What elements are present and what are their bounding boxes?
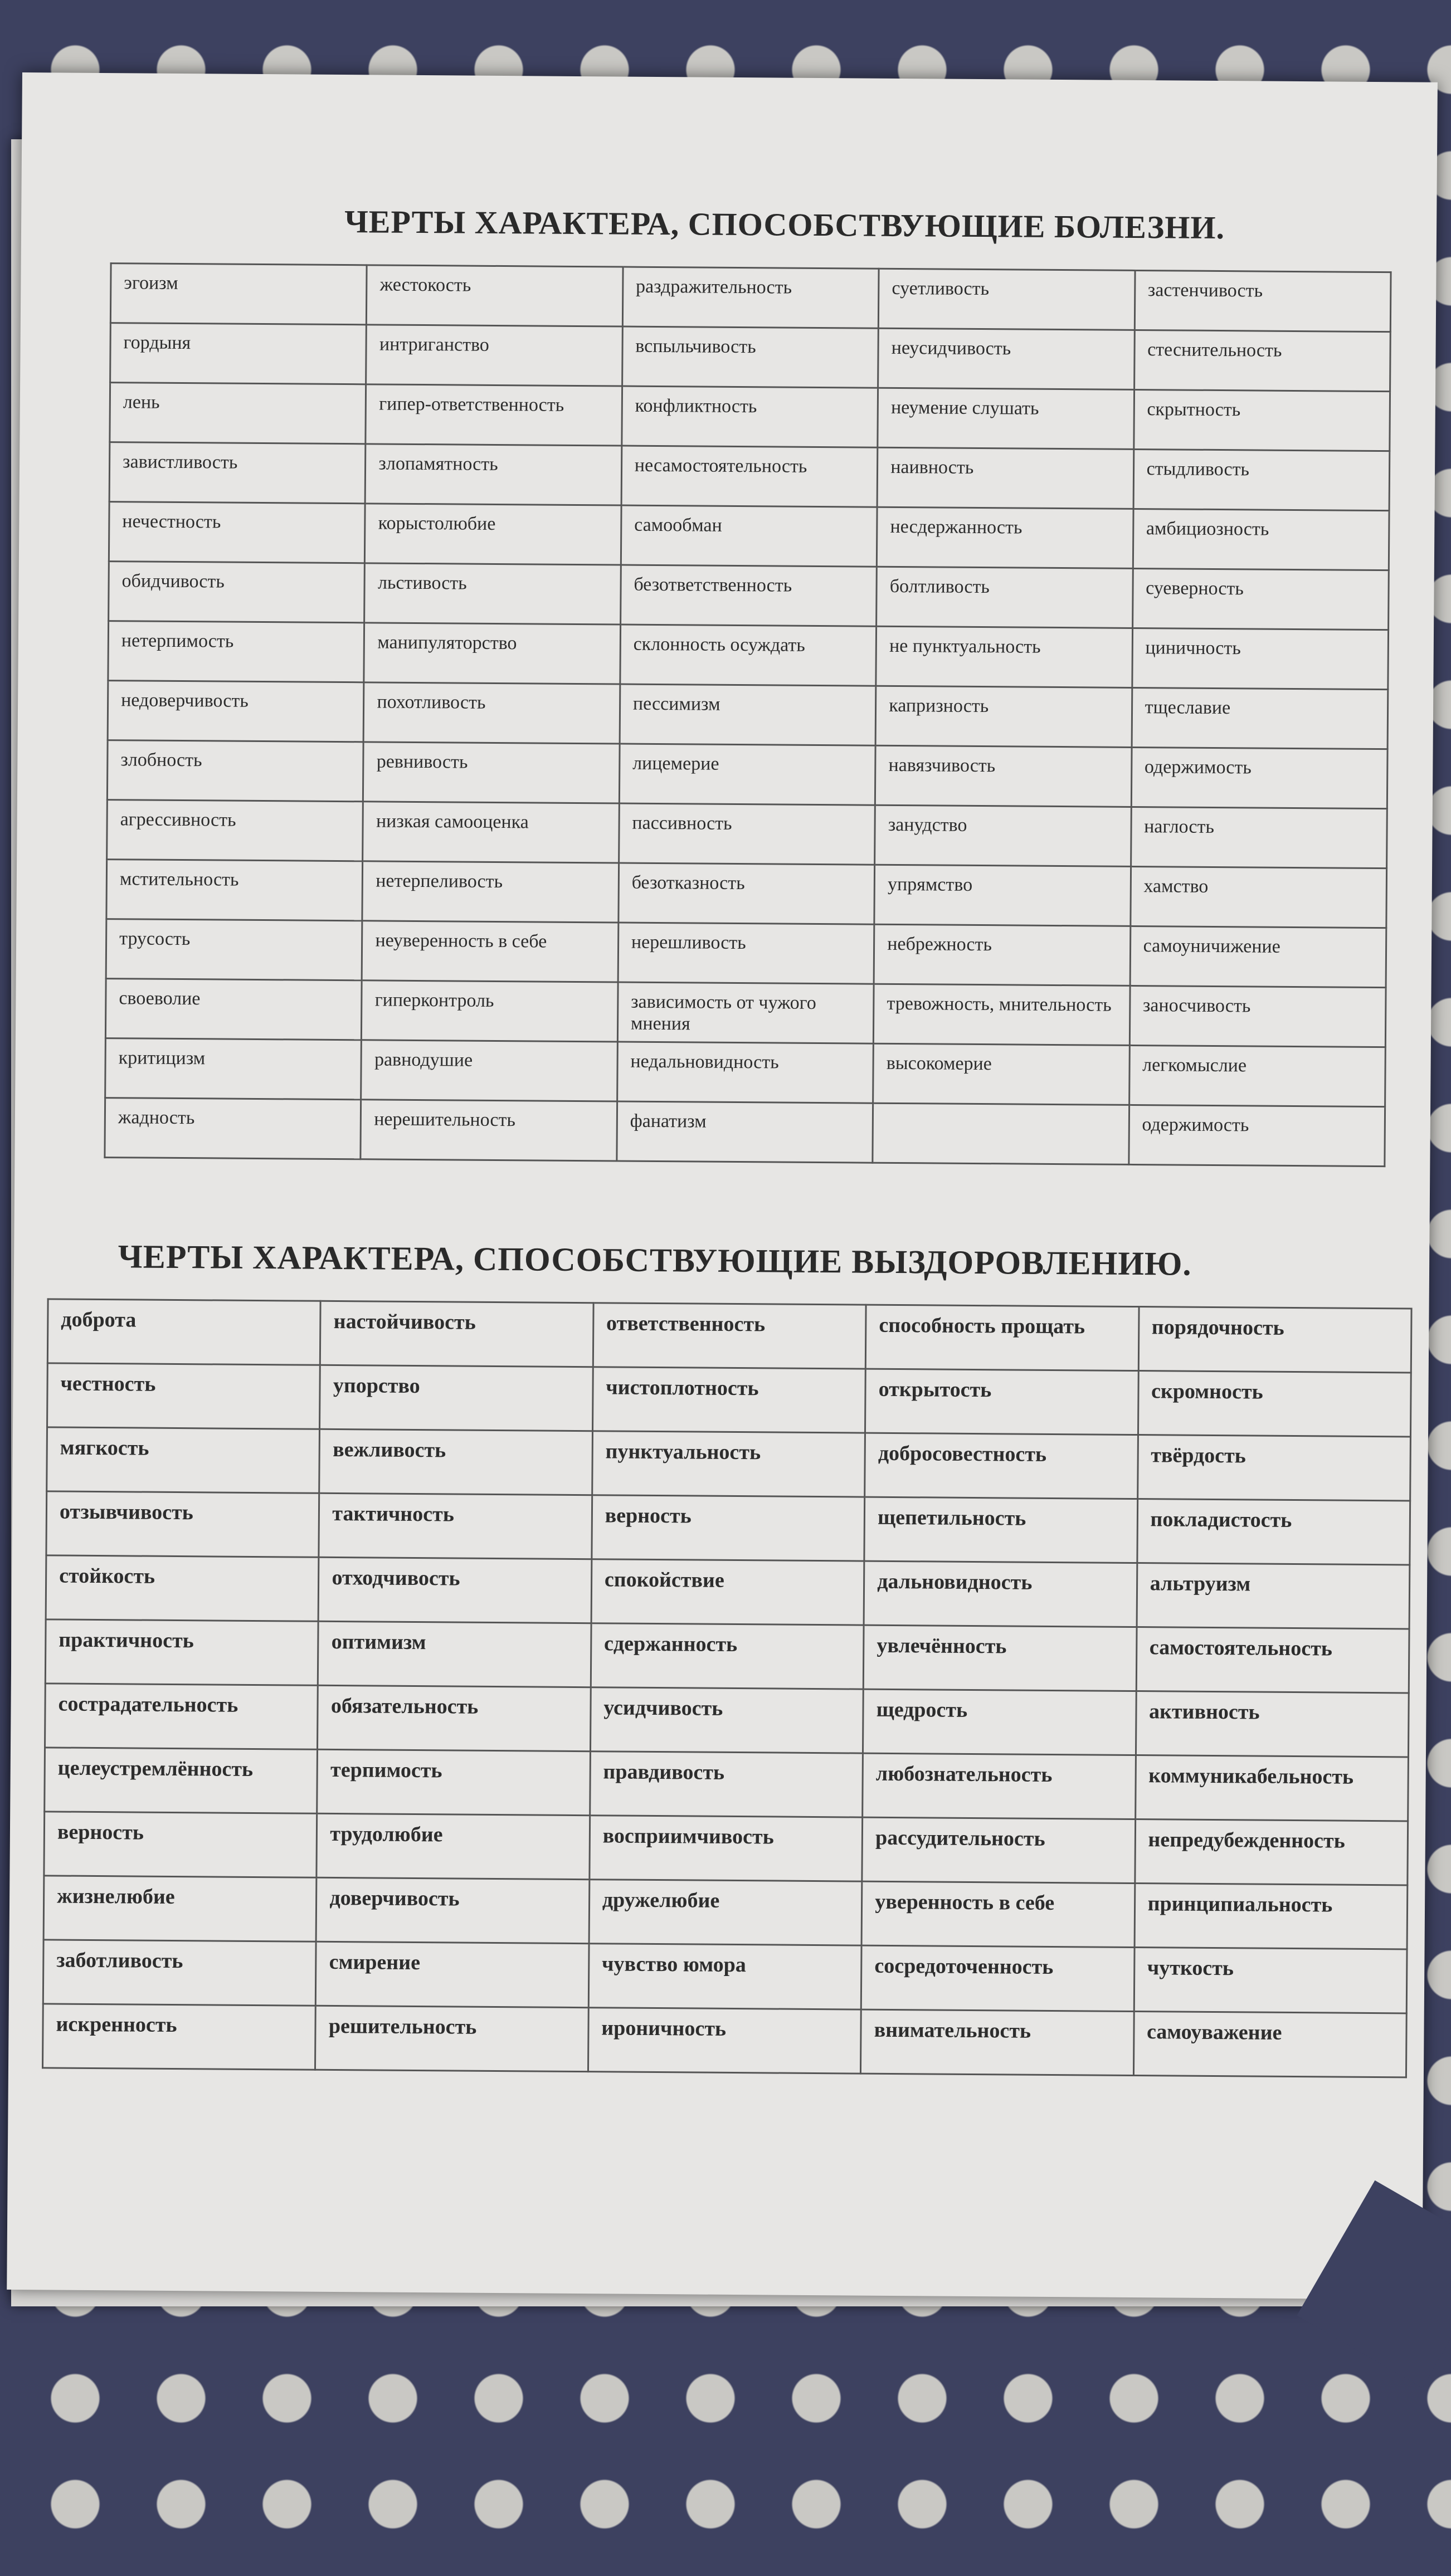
- table-cell: открытость: [865, 1369, 1138, 1435]
- table-cell: самоуничижение: [1130, 926, 1386, 987]
- table-cell: высокомерие: [873, 1043, 1129, 1105]
- table-cell: неусидчивость: [878, 328, 1134, 389]
- table-cell: настойчивость: [320, 1301, 593, 1367]
- table-cell: уверенность в себе: [861, 1881, 1134, 1947]
- table-cell: щедрость: [863, 1689, 1136, 1755]
- table-cell: нетерпимость: [108, 621, 364, 682]
- table-cell: жизнелюбие: [43, 1876, 317, 1941]
- table-row: [47, 1299, 1411, 1373]
- table-cell: чистоплотность: [592, 1367, 865, 1433]
- table-cell: склонность осуждать: [620, 625, 877, 686]
- table-cell: честность: [47, 1363, 320, 1429]
- table-cell: покладистость: [1137, 1499, 1410, 1565]
- table-cell: искренность: [42, 2004, 315, 2070]
- table-cell: мягкость: [47, 1427, 320, 1493]
- table-cell: стеснительность: [1134, 330, 1390, 391]
- table-cell: нетерпеливость: [362, 861, 619, 923]
- table-row: [45, 1748, 1409, 1821]
- table-cell: гордыня: [110, 323, 367, 384]
- table-cell: гипер-ответственность: [366, 384, 622, 446]
- table-cell: интриганство: [366, 325, 622, 386]
- table-cell: верность: [44, 1812, 317, 1877]
- table-row: [105, 979, 1386, 1047]
- table-row: [46, 1555, 1410, 1629]
- table-cell: трусость: [106, 919, 362, 980]
- table-cell: злопамятность: [366, 444, 622, 505]
- table-cell: манипуляторство: [364, 623, 620, 684]
- table-cell: рассудительность: [862, 1817, 1135, 1883]
- table-row: [106, 919, 1386, 988]
- table-cell: льстивость: [364, 563, 621, 625]
- table-cell: не пунктуальность: [876, 626, 1132, 687]
- table-cell: фанатизм: [617, 1101, 873, 1163]
- table-cell: тревожность, мнительность: [874, 984, 1130, 1045]
- table-cell: отзывчивость: [46, 1491, 319, 1557]
- table-cell: обязательность: [318, 1685, 591, 1751]
- recovery-table-title: ЧЕРТЫ ХАРАКТЕРА, СПОСОБСТВУЮЩИЕ ВЫЗДОРОВЛЕНИЮ.: [118, 1238, 1192, 1282]
- table-cell: доброта: [47, 1299, 320, 1365]
- table-cell: нерешливость: [618, 923, 874, 984]
- table-cell: правдивость: [590, 1752, 863, 1817]
- table-cell: критицизм: [105, 1038, 362, 1100]
- table-cell: тактичность: [319, 1493, 592, 1559]
- table-cell: увлечённость: [863, 1625, 1136, 1691]
- table-cell: небрежность: [874, 924, 1130, 985]
- table-cell: корыстолюбие: [365, 504, 621, 565]
- table-row: [47, 1427, 1411, 1501]
- table-cell: сосредоточенность: [861, 1945, 1134, 2011]
- table-row: [105, 1098, 1385, 1167]
- table-cell: циничность: [1132, 628, 1388, 689]
- table-cell: лень: [110, 383, 366, 444]
- table-cell: сдержанность: [591, 1623, 864, 1689]
- table-cell: стыдливость: [1133, 449, 1390, 510]
- table-cell: ответственность: [593, 1303, 866, 1369]
- table-row: [107, 800, 1387, 869]
- table-cell: безответственность: [620, 565, 877, 626]
- table-cell: суетливость: [879, 269, 1135, 330]
- table-cell: коммуникабельность: [1135, 1755, 1408, 1821]
- table-cell: порядочность: [1138, 1307, 1411, 1373]
- table-row: [43, 1876, 1408, 1949]
- table-cell: принципиальность: [1134, 1884, 1408, 1949]
- table-cell: самообман: [621, 505, 877, 567]
- table-cell: пунктуальность: [592, 1431, 865, 1497]
- table-cell: неуверенность в себе: [362, 921, 619, 982]
- illness-table-title: ЧЕРТЫ ХАРАКТЕРА, СПОСОБСТВУЮЩИЕ БОЛЕЗНИ.: [344, 203, 1225, 246]
- table-cell: легкомыслие: [1129, 1045, 1385, 1106]
- table-cell: дружелюбие: [589, 1880, 862, 1945]
- table-cell: застенчивость: [1134, 270, 1391, 331]
- table-row: [109, 502, 1389, 570]
- table-cell: агрессивность: [107, 800, 363, 861]
- table-cell: безотказность: [619, 863, 875, 924]
- table-cell: скромность: [1138, 1371, 1411, 1437]
- table-cell: ревнивость: [363, 742, 620, 803]
- table-row: [108, 681, 1388, 749]
- table-cell: терпимость: [317, 1749, 590, 1815]
- table-row: [47, 1363, 1411, 1437]
- paper-sheet: [7, 72, 1438, 2300]
- table-cell: стойкость: [46, 1555, 319, 1621]
- table-cell: недоверчивость: [108, 681, 364, 742]
- table-cell: практичность: [45, 1619, 318, 1685]
- table-cell: оптимизм: [318, 1621, 591, 1687]
- table-cell: упрямство: [874, 865, 1131, 926]
- table-cell: непредубежденность: [1134, 1819, 1408, 1885]
- table-row: [43, 1940, 1407, 2013]
- table-cell: тщеславие: [1132, 687, 1388, 749]
- table-cell: одержимость: [1131, 747, 1387, 808]
- table-cell: доверчивость: [316, 1877, 589, 1943]
- table-cell: трудолюбие: [317, 1813, 590, 1879]
- table-cell: щепетильность: [864, 1497, 1137, 1563]
- table-cell: зависимость от чужого мнения: [617, 982, 874, 1043]
- table-cell: злобность: [107, 740, 363, 802]
- recovery-traits-table: [42, 1298, 1413, 2078]
- table-cell: нерешительность: [361, 1100, 617, 1161]
- table-cell: амбициозность: [1133, 509, 1389, 570]
- table-cell: раздражительность: [622, 267, 879, 328]
- table-cell: неумение слушать: [878, 388, 1134, 449]
- table-row: [45, 1619, 1409, 1693]
- table-cell: эгоизм: [110, 264, 367, 325]
- table-cell: жестокость: [367, 265, 623, 326]
- table-cell: сострадательность: [45, 1684, 318, 1749]
- table-cell: самостоятельность: [1136, 1627, 1409, 1693]
- table-row: [105, 1038, 1386, 1107]
- table-cell: навязчивость: [875, 745, 1132, 807]
- table-cell: усидчивость: [590, 1687, 863, 1753]
- table-cell: заботливость: [43, 1940, 316, 2006]
- illness-traits-table: [104, 262, 1391, 1167]
- table-row: [106, 860, 1387, 928]
- table-cell: жадность: [105, 1098, 361, 1159]
- table-cell: недальновидность: [617, 1042, 873, 1103]
- table-cell: верность: [592, 1495, 865, 1561]
- table-cell: твёрдость: [1137, 1435, 1410, 1501]
- table-row: [107, 740, 1387, 809]
- table-cell: самоуважение: [1133, 2012, 1406, 2077]
- table-cell: упорство: [320, 1365, 593, 1431]
- table-cell: заносчивость: [1129, 985, 1386, 1047]
- table-row: [110, 264, 1391, 332]
- table-row: [45, 1684, 1409, 1757]
- table-cell: ироничность: [588, 2008, 861, 2074]
- table-cell: болтливость: [877, 567, 1133, 628]
- table-cell: похотливость: [364, 682, 620, 744]
- table-cell: чуткость: [1134, 1948, 1407, 2013]
- table-cell: занудство: [875, 805, 1131, 866]
- table-row: [110, 383, 1390, 451]
- table-cell: завистливость: [109, 442, 366, 504]
- table-cell: вежливость: [319, 1429, 592, 1495]
- table-cell: вспыльчивость: [622, 326, 878, 388]
- table-cell: спокойствие: [591, 1559, 864, 1625]
- table-cell: гиперконтроль: [362, 980, 618, 1042]
- table-cell: чувство юмора: [588, 1944, 861, 2009]
- table-cell: своеволие: [105, 979, 362, 1040]
- table-cell: [873, 1103, 1129, 1164]
- table-cell: восприимчивость: [590, 1816, 863, 1881]
- table-row: [44, 1812, 1408, 1885]
- table-cell: низкая самооценка: [363, 802, 619, 863]
- table-cell: любознательность: [863, 1753, 1136, 1819]
- table-cell: добросовестность: [865, 1433, 1138, 1499]
- table-cell: наивность: [877, 447, 1133, 509]
- table-cell: одержимость: [1128, 1105, 1385, 1166]
- table-cell: обидчивость: [109, 562, 365, 623]
- table-row: [46, 1491, 1410, 1565]
- table-row: [42, 2004, 1406, 2077]
- table-cell: целеустремлённость: [45, 1748, 318, 1813]
- table-cell: смирение: [316, 1941, 589, 2007]
- table-row: [109, 442, 1390, 511]
- table-cell: наглость: [1131, 807, 1387, 868]
- table-row: [109, 562, 1389, 630]
- table-cell: отходчивость: [318, 1557, 591, 1623]
- table-cell: пессимизм: [620, 684, 876, 745]
- table-cell: несдержанность: [877, 507, 1133, 568]
- table-row: [110, 323, 1391, 392]
- table-cell: способность прощать: [865, 1305, 1138, 1370]
- table-cell: мстительность: [106, 860, 363, 921]
- table-cell: несамостоятельность: [621, 446, 878, 507]
- table-cell: суеверность: [1132, 568, 1389, 630]
- table-cell: равнодушие: [361, 1040, 617, 1101]
- table-cell: активность: [1136, 1691, 1409, 1757]
- table-cell: внимательность: [861, 2009, 1134, 2075]
- table-cell: нечестность: [109, 502, 365, 563]
- table-cell: капризность: [875, 686, 1132, 747]
- table-cell: решительность: [315, 2006, 588, 2071]
- table-cell: конфликтность: [622, 386, 878, 447]
- table-cell: пассивность: [619, 803, 875, 865]
- table-cell: лицемерие: [619, 744, 875, 805]
- table-cell: альтруизм: [1137, 1563, 1410, 1629]
- table-row: [108, 621, 1389, 690]
- table-cell: скрытность: [1133, 389, 1390, 451]
- table-cell: дальновидность: [864, 1561, 1137, 1627]
- table-cell: хамство: [1130, 866, 1386, 928]
